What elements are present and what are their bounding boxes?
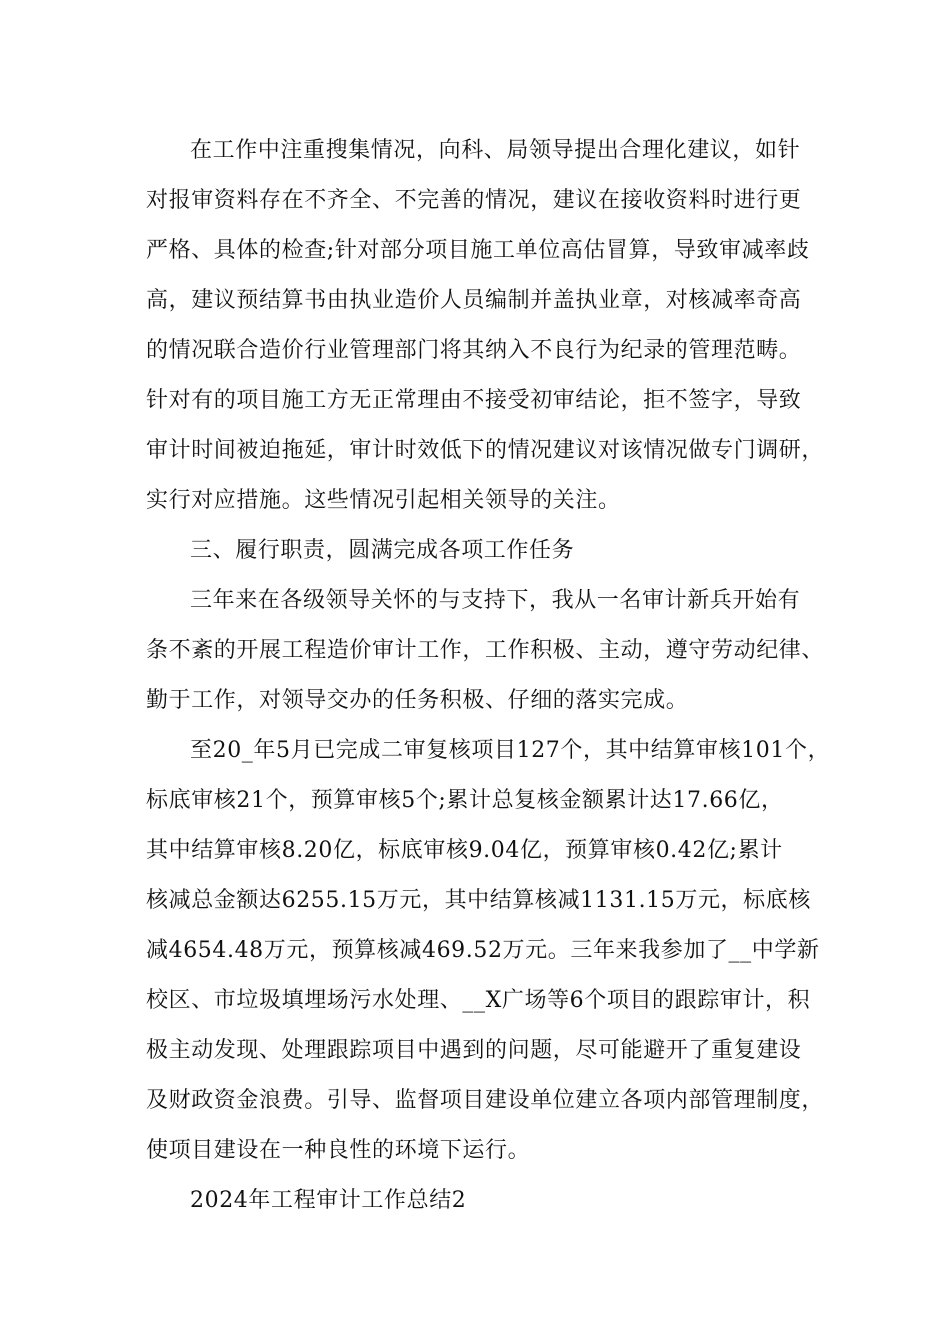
text-line: 标底审核21个，预算审核5个;累计总复核金额累计达17.66亿， [146,788,784,813]
text-line: 条不紊的开展工程造价审计工作，工作积极、主动，遵守劳动纪律、 [146,638,825,663]
text-line: 勤于工作，对领导交办的任务积极、仔细的落实完成。 [146,688,689,713]
text-line: 及财政资金浪费。引导、监督项目建设单位建立各项内部管理制度， [146,1088,825,1113]
text-line: 针对有的项目施工方无正常理由不接受初审结论，拒不签字，导致 [146,388,802,413]
text-line: 三年来在各级领导关怀的与支持下，我从一名审计新兵开始有 [190,588,801,613]
section-heading: 三、履行职责，圆满完成各项工作任务 [190,538,575,563]
text-line: 其中结算审核8.20亿，标底审核9.04亿，预算审核0.42亿;累计 [146,838,783,863]
text-line: 高，建议预结算书由执业造价人员编制并盖执业章，对核减率奇高 [146,288,802,313]
text-line: 审计时间被迫拖延，审计时效低下的情况建议对该情况做专门调研， [146,438,825,463]
text-line: 减4654.48万元，预算核减469.52万元。三年来我参加了__中学新 [146,938,820,963]
text-line: 核减总金额达6255.15万元，其中结算核减1131.15万元，标底核 [146,888,811,913]
text-line: 极主动发现、处理跟踪项目中遇到的问题，尽可能避开了重复建设 [146,1038,802,1063]
text-line: 对报审资料存在不齐全、不完善的情况，建议在接收资料时进行更 [146,188,802,213]
text-line: 使项目建设在一种良性的环境下运行。 [146,1138,531,1163]
text-line: 的情况联合造价行业管理部门将其纳入不良行为纪录的管理范畴。 [146,338,802,363]
text-line: 在工作中注重搜集情况，向科、局领导提出合理化建议，如针 [190,138,801,163]
text-line: 校区、市垃圾填埋场污水处理、__X广场等6个项目的跟踪审计，积 [146,988,811,1013]
document-title: 2024年工程审计工作总结2 [190,1188,467,1213]
text-line: 至20_年5月已完成二审复核项目127个，其中结算审核101个， [190,738,831,763]
text-line: 实行对应措施。这些情况引起相关领导的关注。 [146,488,621,513]
text-line: 严格、具体的检查;针对部分项目施工单位高估冒算，导致审减率歧 [146,238,810,263]
